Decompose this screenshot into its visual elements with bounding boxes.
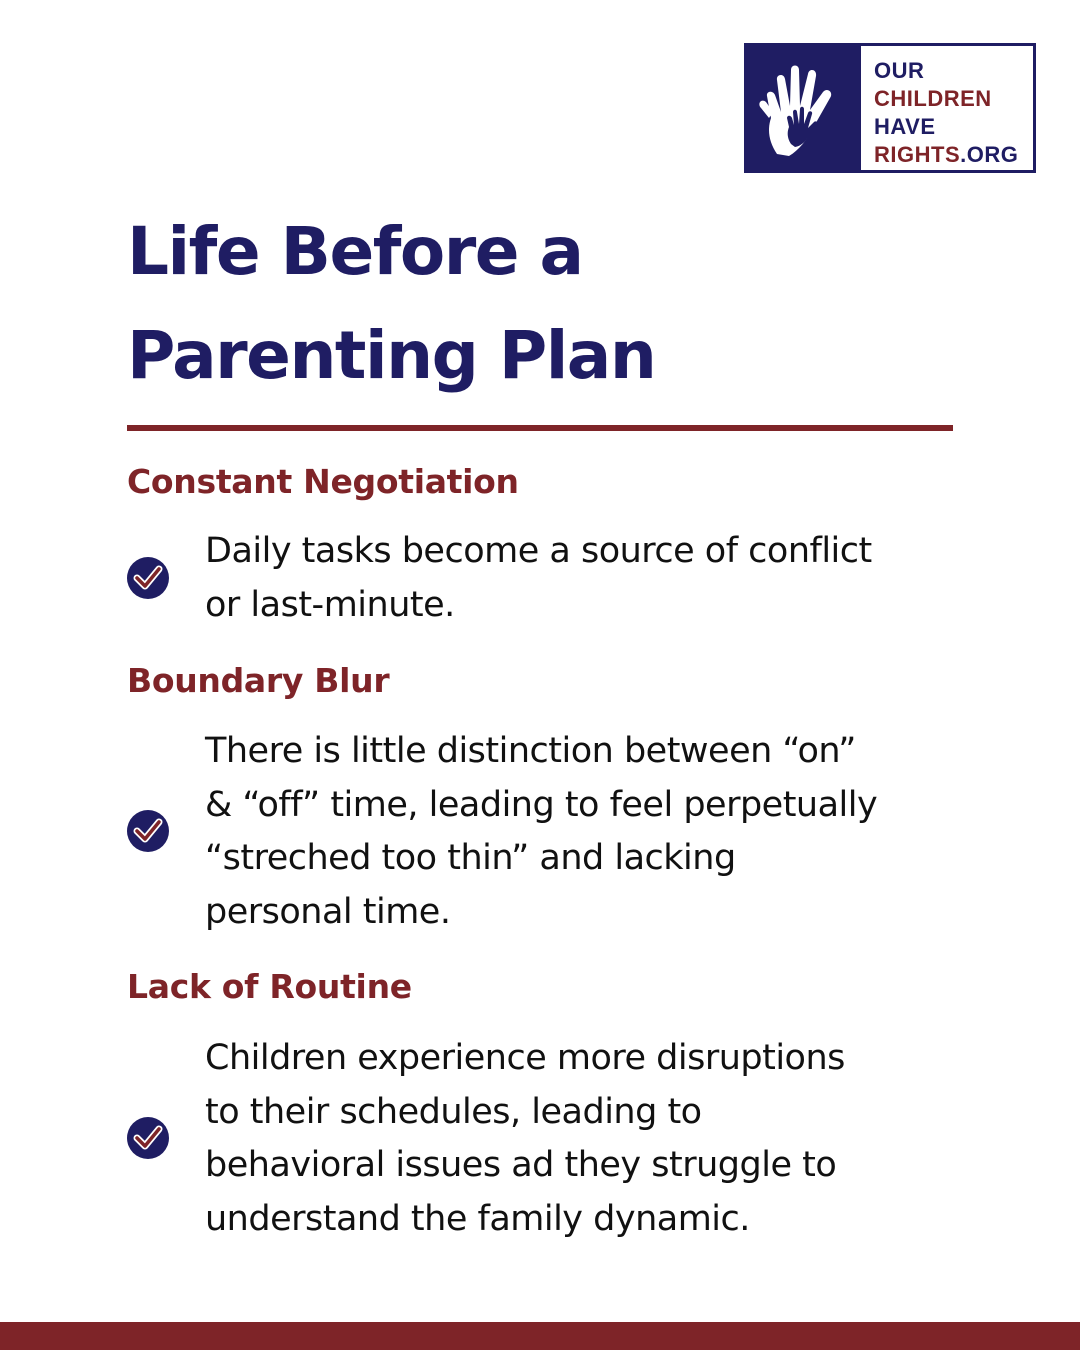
title-divider	[127, 425, 953, 431]
check-circle-icon	[126, 1116, 170, 1160]
page-title-line-2: Parenting Plan	[127, 317, 656, 394]
check-circle-icon	[126, 809, 170, 853]
logo-wordmark	[861, 46, 1033, 170]
section-heading-lack-of-routine: Lack of Routine	[127, 967, 412, 1006]
section-heading-boundary-blur: Boundary Blur	[127, 661, 390, 700]
body-line: behavioral issues ad they struggle to	[205, 1145, 837, 1185]
logo-line-rights	[874, 141, 1033, 169]
logo-org: .ORG	[960, 142, 1019, 167]
logo-line-our: OUR	[874, 58, 925, 83]
section-body-constant-negotiation	[205, 525, 1005, 632]
logo-line-have: HAVE	[874, 114, 936, 139]
body-line: or last-minute.	[205, 584, 455, 625]
body-line: “streched too thin” and lacking	[205, 838, 736, 878]
section-body-boundary-blur	[205, 725, 1005, 939]
body-line: to their schedules, leading to	[205, 1091, 702, 1132]
page-title-line-1: Life Before a	[127, 213, 583, 290]
logo-line-children: CHILDREN	[874, 86, 992, 111]
page-title	[127, 200, 655, 408]
body-line: There is little distinction between “on”	[205, 731, 856, 771]
body-line: & “off” time, leading to feel perpetually	[205, 784, 878, 825]
body-line: Children experience more disruptions	[205, 1038, 845, 1078]
section-body-lack-of-routine	[205, 1032, 1005, 1246]
body-line: Daily tasks become a source of conflict	[205, 531, 872, 571]
body-line: understand the family dynamic.	[205, 1198, 750, 1239]
bottom-accent-bar	[0, 1322, 1080, 1350]
section-heading-constant-negotiation: Constant Negotiation	[127, 462, 519, 501]
logo-rights: RIGHTS	[874, 142, 961, 167]
hands-logo-icon	[747, 46, 861, 170]
check-circle-icon	[126, 556, 170, 600]
brand-logo	[744, 43, 1036, 173]
body-line: personal time.	[205, 891, 451, 932]
